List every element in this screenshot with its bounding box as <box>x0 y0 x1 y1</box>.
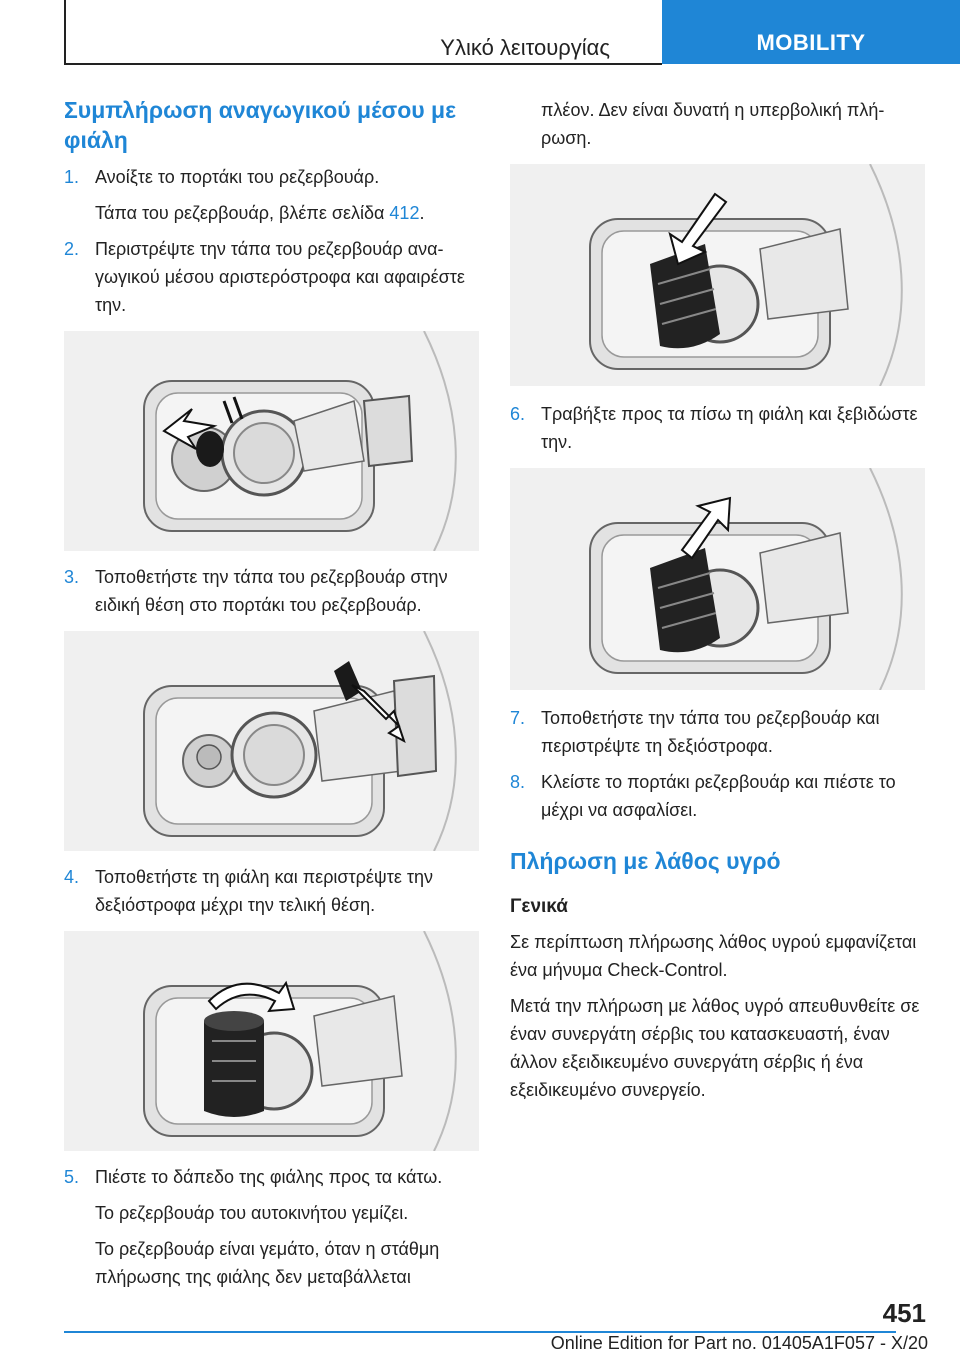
subsection-general: Γενικά <box>510 896 568 917</box>
illustration-stow-cap <box>64 631 479 851</box>
step-5: 5. Πιέστε το δάπεδο της φιάλης προς τα κάτω. <box>64 1167 443 1187</box>
header-rule-bottom <box>64 63 662 65</box>
illustration-remove-bottle <box>510 468 925 690</box>
step-1-reference: Τάπα του ρεζερβουάρ, βλέπε σελίδα 412. <box>95 203 425 223</box>
left-column <box>64 95 479 1291</box>
step-2: 2. Περιστρέψτε την τάπα του ρεζερβουάρ αναγωγικού μέσου αριστερόστροφα και αφαιρέστε την. <box>64 239 465 315</box>
step-4: 4. Τοποθετήστε τη φιάλη και περιστρέψτε την δεξιόστροφα μέχρι την τελική θέση. <box>64 867 434 915</box>
paragraph-service: Μετά την πλήρωση με λάθος υγρό απευθυνθείτε σε έναν συνεργάτη σέρβις του κατασκευαστή, έναν άλλον εξειδικευμένο συνεργάτη σέρβις ή ένα εξειδικευμένο συνεργείο. <box>510 996 920 1100</box>
paragraph-check-control: Σε περίπτωση πλήρωσης λάθος υγρού εμφανίζεται ένα μήνυμα Check-Control. <box>510 932 917 980</box>
illustration-remove-cap <box>64 331 479 551</box>
step-8: 8. Κλείστε το πορτάκι ρεζερβουάρ και πιέστε το μέχρι να ασφαλίσει. <box>510 772 896 820</box>
step-3: 3. Τοποθετήστε την τάπα του ρεζερβουάρ στην ειδική θέση στο πορτάκι του ρεζερβουάρ. <box>64 567 448 615</box>
section-title-wrong-fluid: Πλήρωση με λάθος υγρό <box>510 848 781 874</box>
step-5-continuation: πλέον. Δεν είναι δυνατή η υπερβολική πλήρωση. <box>541 100 885 148</box>
header-tab-mobility: MOBILITY <box>662 0 960 64</box>
page-number: 451 <box>882 1298 926 1328</box>
step-6: 6. Τραβήξτε προς τα πίσω τη φιάλη και ξεβιδώστε την. <box>510 404 918 452</box>
step-5-note-2: Το ρεζερβουάρ είναι γεμάτο, όταν η στάθμη πλήρωσης της φιάλης δεν μεταβάλλεται <box>95 1239 440 1287</box>
step-7: 7. Τοποθετήστε την τάπα του ρεζερβουάρ και περιστρέψτε τη δεξιόστροφα. <box>510 708 880 756</box>
right-column <box>510 100 925 1104</box>
header-section: Υλικό λειτουργίας <box>440 35 610 61</box>
footer-edition: Online Edition for Part no. 01405A1F057 - X/20 <box>550 1333 928 1353</box>
section-title: Συμπλήρωση αναγωγικού μέσου με φιάλη <box>64 97 457 153</box>
page-link-412[interactable]: 412 <box>389 203 420 223</box>
step-5-note-1: Το ρεζερβουάρ του αυτοκινήτου γεμίζει. <box>95 1203 409 1223</box>
illustration-press-bottle <box>510 164 925 386</box>
step-1: 1. Ανοίξτε το πορτάκι του ρεζερβουάρ. <box>64 167 380 187</box>
illustration-insert-bottle <box>64 931 479 1151</box>
